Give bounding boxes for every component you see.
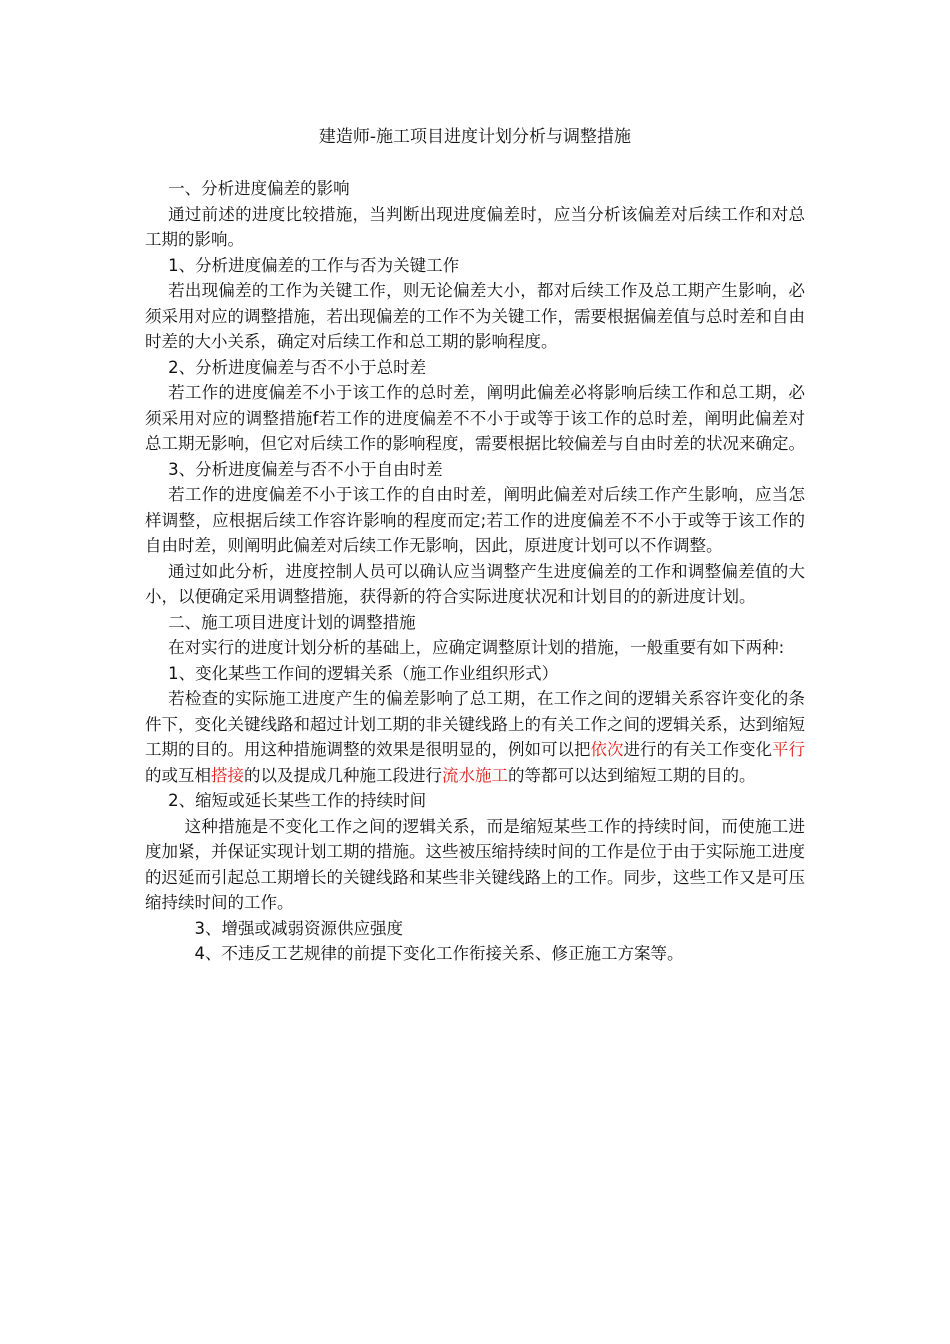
text-segment: 的以及提成几种施工段进行	[244, 765, 442, 785]
section-1-item-1-text: 若出现偏差的工作为关键工作，则无论偏差大小，都对后续工作及总工期产生影响，必须采用对应的调整措施，若出现偏差的工作不为关键工作，需要根据偏差值与总时差和自由时差的大小关系，确定对后续工作和总工期的影响程度。	[145, 281, 805, 351]
section-1-intro: 通过前述的进度比较措施，当判断出现进度偏差时，应当分析该偏差对后续工作和对总工期的影响。	[145, 204, 805, 249]
section-1-item-1-heading: 1、分析进度偏差的工作与否为关键工作	[168, 255, 460, 275]
text-segment: 的等都可以达到缩短工期的目的。	[508, 765, 756, 785]
highlight-sequential: 依次	[590, 740, 624, 759]
highlight-overlap: 搭接	[211, 765, 244, 785]
section-1-item-2-heading: 2、分析进度偏差与否不小于总时差	[168, 357, 427, 377]
text-segment: 若检查的实际施工进度产生的偏差影响了总工期，在工作之间的逻辑关系容许变化的条件下，变化关键线路和超过计划工期的非关键线路上的有关工作之间的逻辑关系，达到缩短工期的目的。用这种措施调整的效果是很明显的，例如可以把	[145, 689, 805, 759]
section-2-item-1-heading: 1、变化某些工作间的逻辑关系（施工作业组织形式）	[168, 663, 559, 683]
section-2-item-1-text	[145, 686, 805, 788]
section-1-item-2-text: 若工作的进度偏差不小于该工作的总时差，阐明此偏差必将影响后续工作和总工期，必须采用对应的调整措施f若工作的进度偏差不不小于或等于该工作的总时差，阐明此偏差对总工期无影响，但它对后续工作的影响程度，需要根据比较偏差与自由时差的状况来确定。	[145, 383, 805, 453]
section-1-item-3-text: 若工作的进度偏差不小于该工作的自由时差，阐明此偏差对后续工作产生影响，应当怎样调整，应根据后续工作容许影响的程度而定;若工作的进度偏差不不小于或等于该工作的自由时差，则阐明此偏差对后续工作无影响，因此，原进度计划可以不作调整。	[145, 485, 805, 555]
section-1-heading: 一、分析进度偏差的影响	[168, 179, 350, 198]
section-1-item-3-heading: 3、分析进度偏差与否不小于自由时差	[168, 459, 443, 479]
section-2-item-2-text: 这种措施是不变化工作之间的逻辑关系，而是缩短某些工作的持续时间，而使施工进度加紧，并保证实现计划工期的措施。这些被压缩持续时间的工作是位于由于实际施工进度的迟延而引起总工期增长的关键线路和某些非关键线路上的工作。同步，这些工作又是可压缩持续时间的工作。	[145, 816, 805, 912]
text-segment: 进行的有关工作变化	[623, 740, 772, 759]
section-2-item-4: 4、不违反工艺规律的前提下变化工作衔接关系、修正施工方案等。	[194, 944, 684, 963]
document-body	[145, 176, 805, 967]
section-2-intro: 在对实行的进度计划分析的基础上，应确定调整原计划的措施，一般重要有如下两种:	[168, 638, 785, 657]
highlight-flow-construction: 流水施工	[442, 765, 508, 785]
highlight-parallel: 平行	[772, 740, 805, 759]
text-segment: 的或互相	[145, 765, 211, 785]
section-2-heading: 二、施工项目进度计划的调整措施	[168, 612, 416, 632]
section-2-item-3: 3、增强或减弱资源供应强度	[194, 918, 403, 938]
section-2-item-2-heading: 2、缩短或延长某些工作的持续时间	[168, 791, 427, 810]
page-title: 建造师-施工项目进度计划分析与调整措施	[318, 127, 632, 147]
section-1-conclusion: 通过如此分析，进度控制人员可以确认应当调整产生进度偏差的工作和调整偏差值的大小，以便确定采用调整措施，获得新的符合实际进度状况和计划目的的新进度计划。	[145, 561, 805, 606]
